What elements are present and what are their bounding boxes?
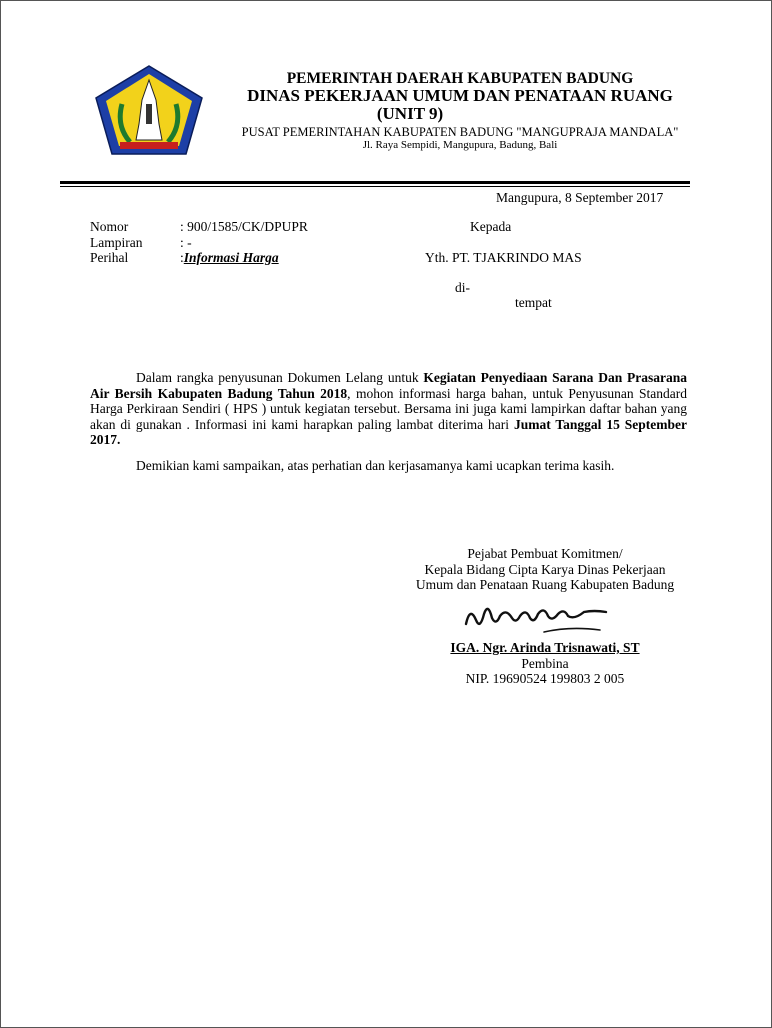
header-unit: (UNIT 9) [376, 104, 444, 123]
body-p1-deadline: Jumat Tanggal 15 September 2017. [90, 416, 687, 447]
body-paragraph-1 [90, 370, 687, 448]
signature-title-line1: Pejabat Pembuat Komitmen/ [467, 546, 623, 561]
perihal-colon: : [180, 250, 184, 265]
handwritten-signature [460, 596, 610, 640]
recipient-name: Yth. PT. TJAKRINDO MAS [425, 250, 582, 265]
signatory-nip: NIP. 19690524 199803 2 005 [465, 671, 625, 686]
header-address: Jl. Raya Sempidi, Mangupura, Badung, Bali [362, 139, 558, 151]
signatory-block [395, 640, 695, 687]
header-agency-title: DINAS PEKERJAAN UMUM DAN PENATAAN RUANG [247, 86, 673, 105]
perihal-value: Informasi Harga [183, 250, 279, 265]
badung-regency-emblem [94, 64, 204, 156]
signature-title-line3: Umum dan Penataan Ruang Kabupaten Badung [415, 577, 675, 592]
header-divider-thin [60, 186, 690, 187]
header-center-name: PUSAT PEMERINTAHAN KABUPATEN BADUNG "MANGUPRAJA MANDALA" [241, 125, 679, 139]
recipient-tempat: tempat [515, 295, 552, 310]
signatory-name: IGA. Ngr. Arinda Trisnawati, ST [450, 640, 640, 655]
recipient-kepada: Kepada [470, 219, 512, 234]
body-p1-text-c: , mohon informasi harga bahan, untuk Penyusunan Standard Harga Perkiraan Sendiri ( HPS ) untuk kegiatan tersebut. Bersama ini juga kami lampirkan daftar bahan yang akan di gunakan . Informasi ini kami harapkan paling lambat diterima hari [90, 385, 688, 432]
lampiran-value: : - [180, 235, 192, 250]
body-p1-activity: Kegiatan Penyediaan Sarana Dan Prasarana Air Bersih Kabupaten Badung Tahun 2018 [90, 370, 687, 401]
perihal-row [180, 250, 279, 266]
signature-title-block [395, 546, 695, 593]
header-divider-thick [60, 181, 690, 184]
nomor-label: Nomor [90, 219, 129, 234]
lampiran-label: Lampiran [90, 235, 143, 250]
perihal-label: Perihal [90, 250, 129, 265]
recipient-di: di- [455, 280, 470, 295]
signatory-rank: Pembina [521, 655, 569, 671]
body-paragraph-2: Demikian kami sampaikan, atas perhatian dan kerjasamanya kami ucapkan terima kasih. [136, 458, 615, 473]
signature-title-line2: Kepala Bidang Cipta Karya Dinas Pekerjaan [424, 561, 666, 577]
nomor-value: : 900/1585/CK/DPUPR [180, 219, 308, 234]
body-p1-text-a: Dalam rangka penyusunan Dokumen Lelang untuk [136, 370, 424, 385]
header-government-title: PEMERINTAH DAERAH KABUPATEN BADUNG [286, 70, 634, 87]
letter-date: Mangupura, 8 September 2017 [496, 190, 664, 205]
